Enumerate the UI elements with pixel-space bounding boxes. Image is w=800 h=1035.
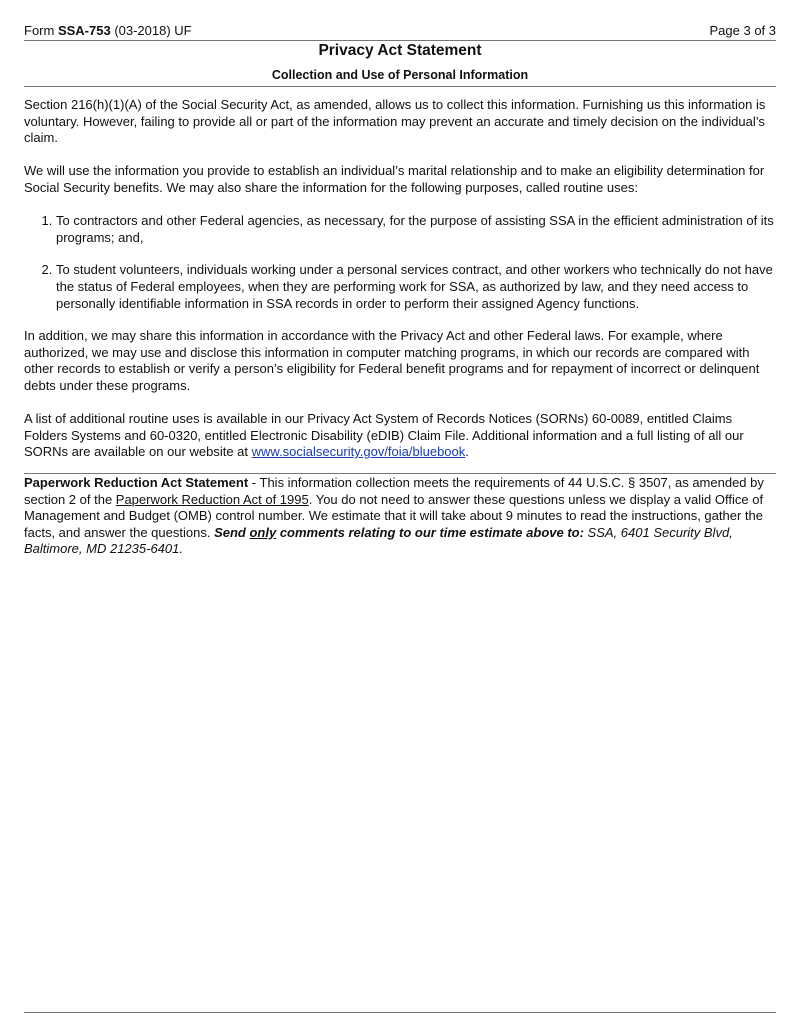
form-id [24,23,192,40]
send-label-2: comments relating to our time estimate above to: [276,524,584,540]
page-header [24,23,776,40]
form-revision: (03-2018) UF [110,23,192,38]
paperwork-heading: Paperwork Reduction Act Statement [24,475,249,490]
section-subtitle: Collection and Use of Personal Information [271,68,529,82]
list-item: 1. To contractors and other Federal agencies, as necessary, for the purpose of assisting SSA in the efficient administration of its programs; and, [56,213,776,246]
form-prefix: Form [24,23,58,38]
routine-uses-list [24,213,776,312]
list-item: 2. To student volunteers, individuals working under a personal services contract, and other workers who technically do not have the status of Federal employees, when they are performing work for SSA, as authorized by law, and they need access to personally identifiable information in SSA records in order to perform their assigned Agency functions. [56,262,776,312]
sorn-paragraph [24,411,776,461]
sorn-text: A list of additional routine uses is available in our Privacy Act System of Records Notices (SORNs) 60-0089, entitled Claims Folders Systems and 60-0320, entitled Electronic Disability (eDIB) Claim File. Additional information and a full listing of all our SORNs are available on our website at [24,411,744,460]
paperwork-text: - This information collection meets the requirements of 44 U.S.C. § 3507, as amended by section 2 of the [24,475,764,507]
paperwork-text-2: . You do not need to answer these questions unless we display a valid Office of Management and Budget (OMB) control number. We estimate that it will take about 9 minutes to read the instructions, gather the facts, and answer the questions. [24,491,764,540]
paperwork-statement [24,475,776,558]
sharing-paragraph: In addition, we may share this information in accordance with the Privacy Act and other Federal laws. For example, where authorized, we may use and disclose this information in computer matching programs, in which our records are compared with other records to establish or verify a person’s eligibility for Federal benefit programs and for repayment of incorrect or delinquent debts under these programs. [24,328,760,393]
bluebook-link[interactable]: www.socialsecurity.gov/foia/bluebook [251,444,466,460]
sorn-end: . [465,444,469,460]
subtitle-divider [24,86,776,87]
page-number: Page 3 of 3 [709,23,776,38]
authority-paragraph: Section 216(h)(1)(A) of the Social Security Act, as amended, allows us to collect this information. Furnishing us this information is voluntary. However, failing to provide all or part of the information may prevent an accurate and timely decision on the individual’s claim. [24,97,766,146]
act-reference: Paperwork Reduction Act of 1995 [115,491,309,507]
send-label: Send [214,524,250,540]
header-divider [24,40,776,41]
footer-divider [24,1012,776,1013]
privacy-body [24,97,776,461]
paperwork-divider [24,473,776,474]
only-emphasis: only [249,524,277,540]
uses-paragraph: We will use the information you provide to establish an individual’s marital relationship and to make an eligibility determination for Social Security benefits. We may also share the information for the following purposes, called routine uses: [24,163,765,195]
page-title: Privacy Act Statement [318,42,482,59]
mailing-address: SSA, 6401 Security Blvd, Baltimore, MD 21235-6401. [24,524,733,557]
form-number: SSA-753 [57,23,111,38]
